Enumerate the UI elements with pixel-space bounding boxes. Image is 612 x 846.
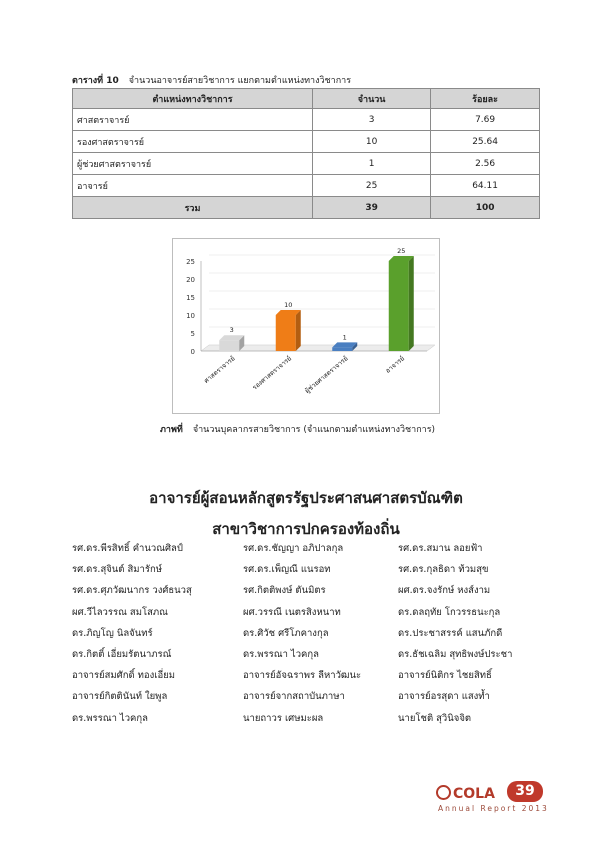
x-tick-label: รองศาสตราจารย์: [250, 354, 294, 392]
faculty-name: รศ.กิตติพงษ์ ตันมิตร: [243, 585, 326, 597]
list-item: [72, 711, 552, 732]
data-label: 3: [229, 326, 234, 335]
bar: [276, 315, 296, 351]
list-item: [72, 647, 552, 668]
cell-percent: 2.56: [431, 153, 540, 175]
data-label: 1: [342, 333, 347, 342]
list-item: [72, 583, 552, 604]
header-position: ตำแหน่งทางวิชาการ: [73, 89, 313, 109]
header-percent: ร้อยละ: [431, 89, 540, 109]
y-tick-label: 10: [186, 312, 195, 320]
table-caption-text: จำนวนอาจารย์สายวิชาการ แยกตามตำแหน่งทางวิชาการ: [128, 76, 352, 86]
faculty-name: นายโชติ สุวินิจจิต: [398, 712, 472, 724]
cell-position: รองศาสตราจารย์: [73, 131, 313, 153]
faculty-name: รศ.ดร.ชัญญา อภิปาลกุล: [243, 543, 344, 554]
faculty-name: อาจารย์กิตตินันท์ ใยพูล: [72, 691, 168, 703]
list-item: [72, 605, 552, 626]
chart-svg: [173, 239, 439, 413]
y-tick-label: 25: [186, 258, 195, 266]
section-subheading: สาขาวิชาการปกครองท้องถิ่น: [212, 520, 400, 538]
list-item: [72, 668, 552, 689]
faculty-name: รศ.ดร.กุลธิดา ท้วมสุข: [398, 564, 489, 576]
faculty-name: ดร.พรรณา ไวคกุล: [243, 648, 319, 660]
list-item: [72, 541, 552, 562]
logo-text: COLA: [453, 786, 495, 802]
faculty-name: นายถาวร เศษมะผล: [243, 712, 324, 724]
cell-count: 10: [313, 131, 431, 153]
seal-icon: [436, 785, 451, 800]
bar: [332, 347, 352, 351]
table-row: [73, 109, 540, 131]
y-tick-label: 20: [186, 276, 195, 284]
x-tick-label: ศาสตราจารย์: [202, 354, 237, 385]
bar-side: [409, 256, 414, 351]
table-caption-label: ตารางที่ 10: [72, 76, 119, 86]
faculty-name: รศ.ดร.เพ็ญณี แนรอท: [243, 564, 331, 576]
data-label: 25: [397, 247, 406, 255]
total-count: 39: [313, 197, 431, 219]
faculty-name: รศ.ดร.สุจินต์ สิมารักษ์: [72, 564, 163, 576]
x-tick-label: อาจารย์: [383, 354, 407, 375]
cell-count: 1: [313, 153, 431, 175]
table-row: [73, 153, 540, 175]
bar: [219, 340, 239, 351]
faculty-name: ผศ.ดร.จงรักษ์ หงส์งาม: [398, 585, 491, 597]
y-tick-label: 15: [186, 294, 195, 302]
list-item: [72, 689, 552, 710]
data-label: 10: [284, 301, 293, 309]
faculty-name: รศ.ดร.สมาน ลอยฟ้า: [398, 543, 483, 554]
y-tick-label: 5: [190, 330, 195, 338]
report-label: Annual Report 2013: [438, 804, 549, 813]
section-heading: อาจารย์ผู้สอนหลักสูตรรัฐประศาสนศาสตรบัณฑิต: [149, 489, 463, 507]
faculty-name: ดร.ประชาสรรค์ แสนภักดี: [398, 627, 503, 639]
figure-caption: [160, 422, 435, 436]
cola-logo: [436, 785, 495, 802]
faculty-list: [72, 541, 552, 732]
position-table: [72, 88, 540, 219]
figure-caption-text: จำนวนบุคลากรสายวิชาการ (จำแนกตามตำแหน่งทางวิชาการ): [192, 425, 436, 435]
faculty-name: รศ.ดร.ศุภวัฒนากร วงศ์ธนวสุ: [72, 585, 192, 597]
faculty-name: ดร.ธัชเฉลิม สุทธิพงษ์ประชา: [398, 648, 513, 660]
cell-position: อาจารย์: [73, 175, 313, 197]
figure-caption-label: ภาพที่: [160, 425, 183, 435]
cell-position: ศาสตราจารย์: [73, 109, 313, 131]
faculty-name: อาจารย์จากสถาบันภาษา: [243, 691, 345, 703]
faculty-name: อาจารย์นิติกร ไชยสิทธิ์: [398, 670, 492, 682]
position-bar-chart: [172, 238, 440, 414]
bar-side: [296, 310, 301, 351]
cell-count: 25: [313, 175, 431, 197]
table-caption: [72, 73, 351, 87]
faculty-name: อาจารย์อัจฉราพร ลีหาวัฒนะ: [243, 670, 362, 682]
table-total-row: [73, 197, 540, 219]
faculty-name: รศ.ดร.พีรสิทธิ์ คำนวณศิลป์: [72, 543, 183, 554]
table-row: [73, 131, 540, 153]
faculty-name: ผศ.วีไลวรรณ สมโสภณ: [72, 606, 168, 618]
faculty-name: ดร.ศิวัช ศรีโภคางกุล: [243, 627, 329, 639]
cell-percent: 7.69: [431, 109, 540, 131]
page-number: 39: [507, 781, 543, 802]
total-percent: 100: [431, 197, 540, 219]
table-row: [73, 175, 540, 197]
x-tick-label: ผู้ช่วยศาสตราจารย์: [303, 354, 350, 395]
list-item: [72, 562, 552, 583]
faculty-name: ผศ.วรรณี เนตรสิงหนาท: [243, 606, 341, 618]
faculty-name: อาจารย์อรสุดา แสงท้ำ: [398, 691, 490, 703]
faculty-name: ดร.ดลฤทัย โกวรรธนะกุล: [398, 606, 501, 618]
cell-position: ผู้ช่วยศาสตราจารย์: [73, 153, 313, 175]
bar: [389, 261, 409, 351]
faculty-name: ดร.ภิญโญ นิลจันทร์: [72, 627, 153, 639]
cell-count: 3: [313, 109, 431, 131]
header-count: จำนวน: [313, 89, 431, 109]
faculty-name: อาจารย์สมศักดิ์ ทองเอี่ยม: [72, 670, 176, 682]
cell-percent: 25.64: [431, 131, 540, 153]
list-item: [72, 626, 552, 647]
cell-percent: 64.11: [431, 175, 540, 197]
y-tick-label: 0: [190, 348, 195, 356]
faculty-name: ดร.พรรณา ไวคกุล: [72, 712, 148, 724]
faculty-name: ดร.กิตติ์ เอี่ยมรัตนาภรณ์: [72, 648, 172, 660]
total-label: รวม: [73, 197, 313, 219]
